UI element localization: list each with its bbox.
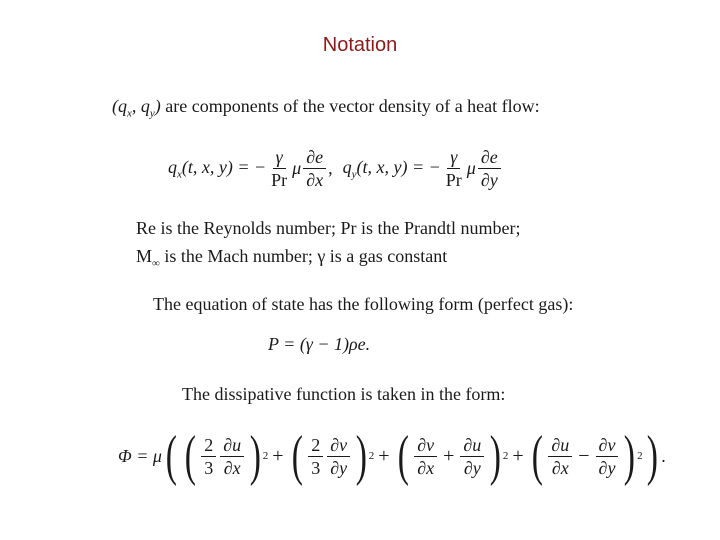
outer-paren-left: ( (165, 425, 177, 487)
heat-flow-label: are components of the vector density of a heat flow: (165, 96, 540, 116)
gamma-over-pr-1: $\frac{\gamma}{Pr}$ (271, 147, 288, 190)
de-dy: $\frac{\partial e}{\partial y}$ (478, 146, 501, 191)
outer-paren-right: ) (646, 425, 658, 487)
heat-flow-line (112, 96, 540, 120)
de-dx: $\frac{\partial e}{\partial x}$ (303, 146, 326, 191)
gamma-over-pr-2: $\frac{\gamma}{Pr}$ (445, 147, 462, 190)
heat-flow-equations (168, 146, 503, 191)
dissipative-formula: Φ = μ ( ( $\frac{2}{3}$ $\frac{\partial u}{\partial x}$ ) 2 + ( $\frac{2}{3}$ $\frac{\partial v}{\partial y}$ ) 2 + ( $\frac{\partial v}{\partial x}$ + $\frac{\partial u}{\partial y}$ ) 2 + ( $\frac{\partial u}{\partial x}$ − $\frac{\partial v}{\partial y}$ ) 2 ) . (118, 425, 666, 487)
paren-1-left: ( (184, 425, 196, 487)
qy-equation-lhs: $q_y(t$, x, y) = − (342, 156, 441, 181)
state-equation: P = (γ − 1)ρe. (268, 334, 371, 354)
definition-line-1: Re is the Reynolds number; Pr is the Prandtl number; (136, 218, 521, 238)
comma: , (328, 158, 333, 178)
dissipative-heading: The dissipative function is taken in the form: (182, 384, 506, 404)
vector-qx: ($q_x$, $q_y$) (112, 96, 161, 120)
state-heading: The equation of state has the following form (perfect gas): (153, 294, 574, 314)
slide-title: Notation (322, 34, 398, 56)
phi-mu: Φ = μ (118, 445, 162, 466)
mu-1: μ (292, 158, 302, 178)
definition-line-2: $M_\infty$ is the Mach number; γ is a gas constant (136, 246, 448, 270)
mu-2: μ (466, 158, 476, 178)
qx-equation-lhs: $q_x(t$, x, y) = − (168, 156, 267, 181)
